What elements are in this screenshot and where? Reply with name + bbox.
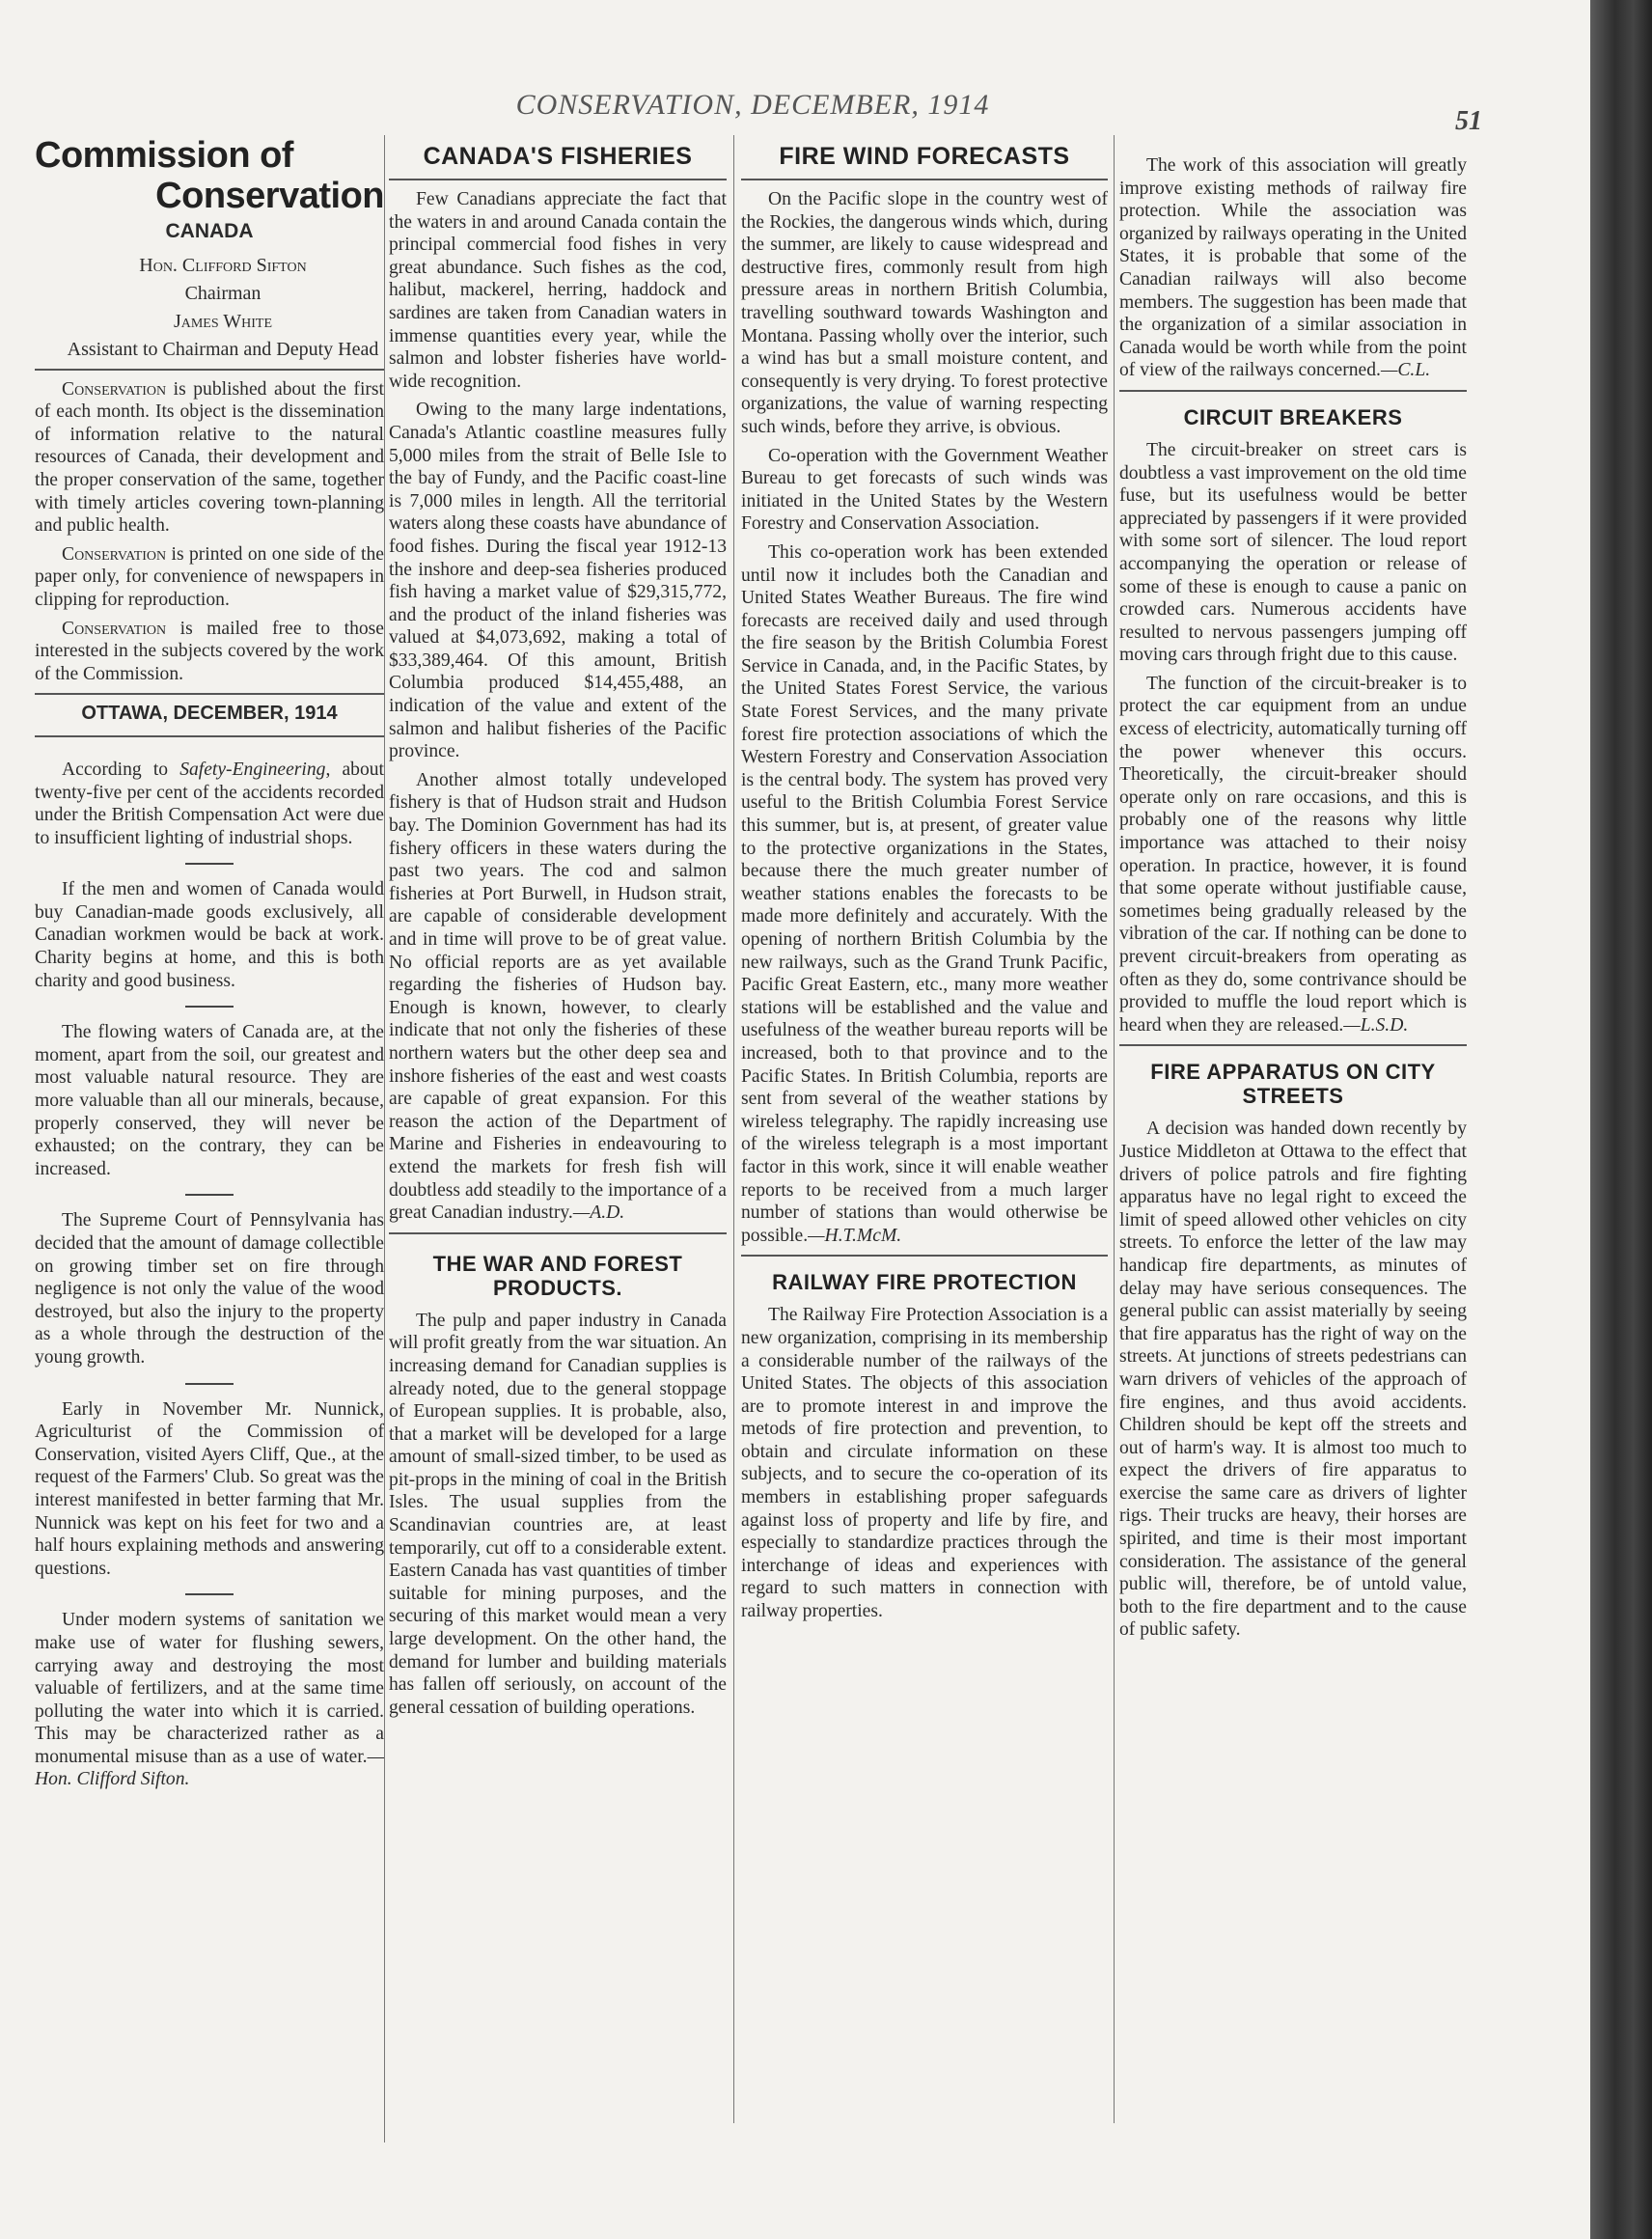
column-1 xyxy=(35,135,384,1797)
editorial-lighting xyxy=(35,759,384,849)
assistant-title: Assistant to Chairman and Deputy Head xyxy=(67,338,379,360)
railway-p1: The Railway Fire Protection Association is a new organization, comprising in its membership a considerable number of the railways of the United States. The objects of this association are to promote interest in and improve the metods of fire protection and prevention, to obtain and circulate information on these subjects, and to secure the co-operation of its members in establishing proper safeguards against loss of property and life by fire, and especially to standardize practices through the interchange of ideas and experiences with regard to such matters in connection with railway properties. xyxy=(741,1305,1108,1622)
article-rule xyxy=(1119,390,1467,392)
chairman-title: Chairman xyxy=(184,282,262,304)
editorial-text: Under modern systems of sanitation we make use of water for flushing sewers, carrying away and destroying the most valuable of fertilizers, and at the same time polluting the water into which it is carried. This may be characterized rather as a monumental misuse than as a use of water. xyxy=(35,1610,384,1767)
separator xyxy=(185,1006,234,1008)
editorial-sanitation xyxy=(35,1609,384,1791)
column-rule xyxy=(384,135,385,2142)
apparatus-headline: FIRE APPARATUS ON CITY STREETS xyxy=(1150,1060,1436,1109)
page-number: 51 xyxy=(1455,106,1482,136)
dateline-rule-top xyxy=(35,693,384,695)
notice-text: is published about the first of each month. Its object is the dissemination of information relative to the natural resources of Canada, their development and the proper conservation of the same, together with timely articles covering town-planning and public health. xyxy=(35,378,384,537)
editorial-nunnick: Early in November Mr. Nunnick, Agriculturist of the Commission of Conservation, visited Ayers Cliff, Que., at the request of the Farmers' Club. So great was the interest manifested in better farming that Mr. Nunnick was kept on his feet for two and a half hours explaining methods and answering questions. xyxy=(35,1398,384,1579)
notice-printed xyxy=(35,543,384,612)
masthead-title xyxy=(35,135,384,216)
column-rule xyxy=(1114,135,1115,2123)
notice-text: is mailed free to those interested in the subjects covered by the work of the Commission. xyxy=(35,618,384,684)
book-binding xyxy=(1590,0,1652,2239)
fire-wind-p3 xyxy=(741,541,1108,1247)
masthead-rule xyxy=(35,369,384,371)
railway-headline: RAILWAY FIRE PROTECTION xyxy=(772,1270,1077,1295)
editorial-text: , about twenty-five per cent of the accidents recorded under the British Compensation Act were due to insufficient lighting of industrial shops. xyxy=(35,759,384,848)
fisheries-p1: Few Canadians appreciate the fact that the waters in and around Canada contain the principal commercial food fishes in very great abundance. Such fishes as the cod, halibut, mackerel, herring, haddock and sardines are taken from Canadian waters in immense quantities every year, while the salmon and lobster fisheries have world-wide recognition. xyxy=(389,189,727,392)
column-2 xyxy=(389,135,727,1725)
masthead-line-2: Conservation xyxy=(155,176,384,216)
editorial-flowing-waters: The flowing waters of Canada are, at the moment, apart from the soil, our greatest and most valuable natural resource. They are more valuable than all our minerals, because, properly conserved, they will never be exhausted; on the contrary, they can be increased. xyxy=(35,1022,384,1179)
editorial-supreme-court: The Supreme Court of Pennsylvania has decided that the amount of damage collectible on growing timber set on fire through negligence is not only the value of the wood destroyed, but also the injury to the property as a whole through the destruction of the young growth. xyxy=(35,1210,384,1368)
running-head: CONSERVATION, DECEMBER, 1914 xyxy=(515,89,990,121)
chairman-name: Hon. Clifford Sifton xyxy=(139,254,307,276)
editorial-source: Safety-Engineering xyxy=(179,759,326,780)
article-text: Another almost totally undeveloped fishery is that of Hudson strait and Hudson bay. The Dominion Government has had its fishery officers in these waters during the past two years. The cod and salmon fisheries at Port Burwell, in Hudson strait, are capable of considerable development and in time will prove to be of great value. No official reports are as yet available regarding the fisheries of Hudson bay. Enough is known, however, to clearly indicate that not only the fisheries of these northern waters but the other deep sea and inshore fisheries of the east and west coasts are capable of great expansion. For this reason the action of the Department of Marine and Fisheries in endeavouring to extend the markets for fresh fish will doubtless add steadily to the importance of a great Canadian industry. xyxy=(389,769,727,1224)
headline-rule xyxy=(741,179,1108,180)
assistant-name: James White xyxy=(173,310,273,332)
railway-p2 xyxy=(1119,154,1467,382)
breakers-p1: The circuit-breaker on street cars is doubtless a vast improvement on the old time fuse, but its usefulness would be better appreciated by passengers if it were provided with some sort of silencer. The loud report accompanying the operation or release of some of these is enough to cause a panic on crowded cars. Numerous accidents have resulted to nervous passengers jumping off moving cars through fright due to this cause. xyxy=(1119,439,1467,666)
column-3 xyxy=(741,135,1108,1629)
article-text: This co-operation work has been extended until now it includes both the Canadian and United States Weather Bureaus. The fire wind forecasts are received daily and used through the fire season by the British Columbia Forest Service in Canada, and, in the Pacific States, by the United States Forest Service, the various State Forest Services, and the many private forest fire protection associations of which the Western Forestry and Conservation Association is the central body. The system has proved very useful to the British Columbia Forest Service this summer, but is, at present, of greater value to the protective organizations in the States, because there the much greater number of weather stations enables the forecasts to be made more definitely and accurately. With the opening of northern British Columbia by the new railways, such as the Grand Trunk Pacific, Pacific Great Eastern, etc., many more weather stations will be established and the value and usefulness of the weather bureau reports will be increased, both to that province and to the Pacific States. In British Columbia, reports are sent from several of the weather stations by wireless telegraphy. The rapidly increasing use of the wireless telegraph is a most important factor in this work, since it will enable weather reports to be received from a much larger number of stations than would otherwise be possible. xyxy=(741,541,1108,1246)
fisheries-p2: Owing to the many large indentations, Canada's Atlantic coastline measures fully 5,000 miles from the strait of Belle Isle to the bay of Fundy, and the Pacific coast-line is 7,000 miles in length. All the territorial waters along these coasts have abundance of food fishes. During the fiscal year 1912-13 the inshore and deep-sea fisheries produced fish having a market value of $29,315,772, and the product of the inland fisheries was valued at $4,073,692, making a total of $33,389,464. Of this amount, British Columbia produced $14,455,488, an indication of the value and extent of the salmon and halibut fisheries of the Pacific province. xyxy=(389,400,727,762)
apparatus-p1: A decision was handed down recently by Justice Middleton at Ottawa to the effect that drivers of police patrols and fire fighting apparatus have no legal right to exceed the limit of speed allowed other vehicles on city streets. To enforce the letter of the law may handicap fire departments, as minutes of delay may have serious consequences. The general public can assist materially by seeing that fire apparatus has the right of way on the streets. At junctions of streets pedestrians can warn drivers of vehicles of the approach of fire engines, and thus avoid accidents. Children should be kept off the streets and out of harm's way. It is almost too much to expect the drivers of fire apparatus to exercise the same care as drivers of lighter rigs. Their trucks are heavy, their horses are spirited, and time is their most important consideration. The assistance of the general public will, therefore, be of untold value, both to the fire department and to the cause of public safety. xyxy=(1119,1119,1467,1641)
war-forest-headline: THE WAR AND FOREST PRODUCTS. xyxy=(432,1251,683,1300)
article-text: The work of this association will greatly improve existing methods of railway fire protection. While the association was organized by railways operating in the United States, it is probable that some of the Canadian railways will also become members. The suggestion has been made that the organization of a similar association in Canada would be worth while from the point of view of the railways concerned. xyxy=(1119,155,1467,381)
signature: —L.S.D. xyxy=(1343,1014,1409,1036)
article-rule xyxy=(389,1232,727,1234)
headline-rule xyxy=(389,179,727,180)
masthead-line-1: Commission of xyxy=(35,135,293,176)
article-rule xyxy=(1119,1044,1467,1046)
signature: —Hon. Clifford Sifton. xyxy=(35,1746,384,1790)
signature: —A.D. xyxy=(572,1202,625,1224)
breakers-headline: CIRCUIT BREAKERS xyxy=(1183,404,1403,429)
dateline: OTTAWA, DECEMBER, 1914 xyxy=(81,703,338,725)
notice-lead: Conservation xyxy=(62,378,167,400)
dateline-rule-bottom xyxy=(35,735,384,737)
fire-wind-headline: FIRE WIND FORECASTS xyxy=(779,143,1070,170)
separator xyxy=(185,1593,234,1595)
signature: —C.L. xyxy=(1380,360,1431,381)
notice-lead: Conservation xyxy=(62,543,167,565)
article-text: The function of the circuit-breaker is to protect the car equipment from an undue excess of electricity, automatically turning off the power whenever this occurs. Theoretically, the circuit-breaker should operate only on rare occasions, and this is probably one of the reasons why little importance was attached to their noisy operation. In practice, however, it is found that some operate without justifiable cause, sometimes being gradually released by the vibration of the car. If nothing can be done to prevent circuit-breakers from operating as often as they do, some contrivance should be provided to muffle the loud report which is heard when they are released. xyxy=(1119,673,1467,1036)
signature: —H.T.McM. xyxy=(808,1225,902,1246)
fire-wind-p1: On the Pacific slope in the country west of the Rockies, the dangerous winds which, during the summer, are likely to cause widespread and destructive fires, commonly result from high pressure areas in northern British Columbia, travelling southward towards Washington and Montana. Passing wholly over the interior, such a wind has but a small moisture content, and consequently is very drying. To forest protective organizations, the value of warning respecting such winds, before they arrive, is obvious. xyxy=(741,189,1108,437)
column-4 xyxy=(1119,154,1467,1647)
editorial-buy-canadian: If the men and women of Canada would buy Canadian-made goods exclusively, all Canadian workmen would be back at work. Charity begins at home, and this is both charity and good business. xyxy=(35,879,384,991)
fisheries-p3 xyxy=(389,769,727,1225)
editorial-text: According to xyxy=(62,759,180,780)
column-rule xyxy=(733,135,734,2123)
notice-mailed xyxy=(35,618,384,686)
separator xyxy=(185,1194,234,1196)
fire-wind-p2: Co-operation with the Government Weather Bureau to get forecasts of such winds was initiated in the United States by the Western Forestry and Conservation Association. xyxy=(741,445,1108,535)
notice-published xyxy=(35,378,384,538)
masthead-country: CANADA xyxy=(165,220,254,242)
separator xyxy=(185,1383,234,1385)
notice-text: is printed on one side of the paper only, for convenience of newspapers in clipping for reproduction. xyxy=(35,543,384,610)
separator xyxy=(185,863,234,865)
war-forest-p1: The pulp and paper industry in Canada will profit greatly from the war situation. An increasing demand for Canadian supplies is already noted, due to the general stoppage of European supplies. It is probable, also, that a market will be developed for a large amount of small-sized timber, to be used as pit-props in the mining of coal in the British Isles. The usual supplies from the Scandinavian countries are, at least temporarily, cut off to a considerable extent. Eastern Canada has vast quantities of timber suitable for mining purposes, and the securing of this market would mean a very large development. On the other hand, the demand for lumber and building materials has fallen off seriously, on account of the general cessation of building operations. xyxy=(389,1310,727,1718)
notice-lead: Conservation xyxy=(62,618,167,639)
fisheries-headline: CANADA'S FISHERIES xyxy=(423,143,693,170)
article-rule xyxy=(741,1255,1108,1257)
breakers-p2 xyxy=(1119,673,1467,1037)
